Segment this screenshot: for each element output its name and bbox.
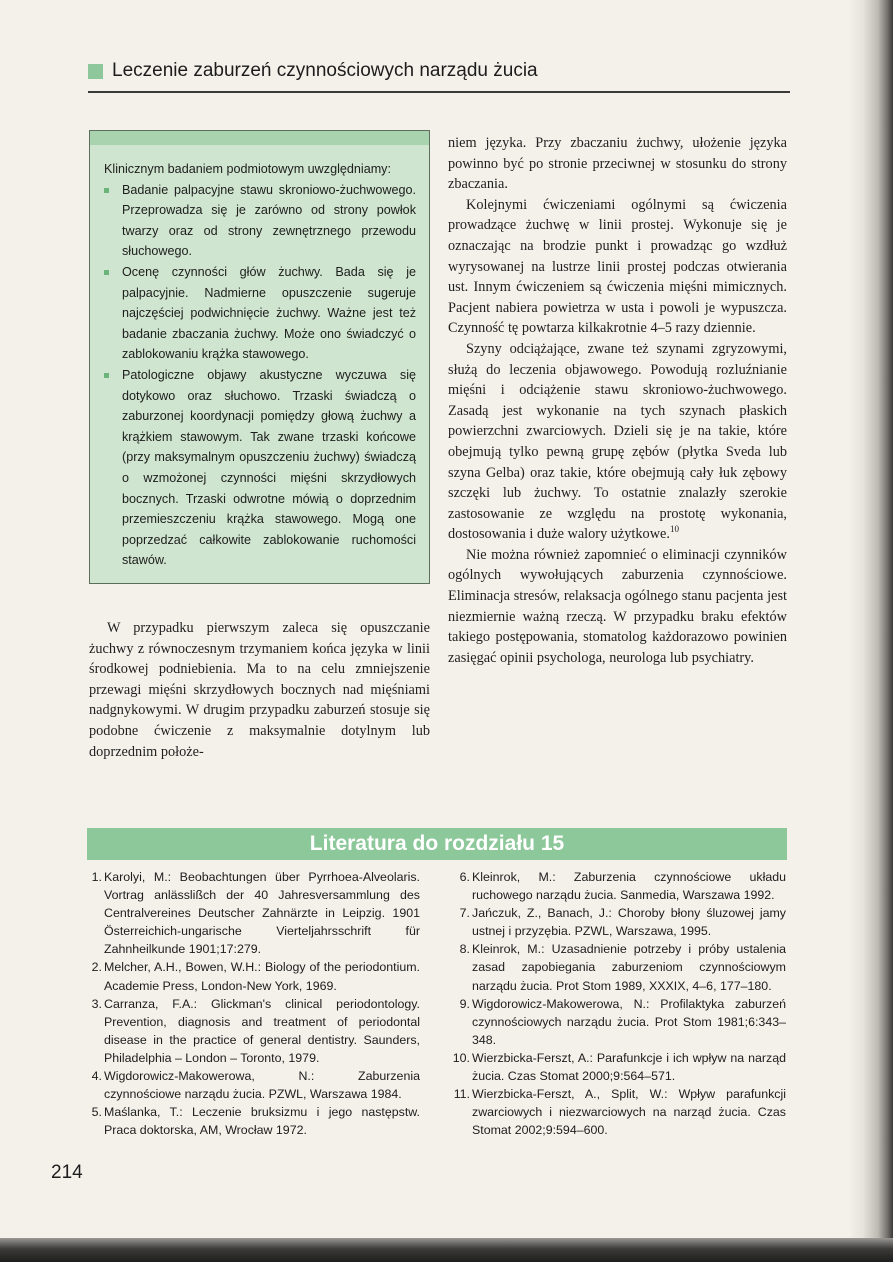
reference-item: 9. Wigdorowicz-Makowerowa, N.: Profilaktyka zaburzeń czynnościowych narządu żucia. Prot Stom 1981;6:343–348. (459, 996, 786, 1047)
reference-item: 1. Karolyi, M.: Beobachtungen über Pyrrhoea-Alveolaris. Vortrag anlässlißch der 40 Jahresversammlung des Centralvereines Deutscher Zahnärzte in Leipzig. 1901 Österreichich-ungarische Vierteljahrsschrift für Zahnheilkunde 1901;17:279. (91, 870, 420, 957)
body-paragraph: W przypadku pierwszym zaleca się opuszczanie żuchwy z równoczesnym trzymaniem końca języka w linii środkowej podniebienia. Ma to na celu zmniejszenie przewagi mięśni skrzydłowych bocznych nad mięśniami nadgnykowymi. W drugim przypadku zaburzeń stosuje się podobne ćwiczenie z maksymalnie dotylnym lub doprzednim położe- (89, 620, 430, 760)
bullet-square-icon (104, 188, 109, 193)
book-spine-shadow (850, 0, 893, 1262)
body-paragraph: Szyny odciążające, zwane też szynami zgryzowymi, służą do leczenia objawowego. Powodują rozluźnianie mięśni i odciążenie stawu skroniowo-żuchwowego. Zasadą jest wykonanie na tych szynach płaskich powierzchni zwarciowych. Dzieli się je na takie, które obejmują tylko pewną grupę zębów (płytka Sveda lub szyna Gelba) oraz takie, które obejmują cały łuk zębowy szczęki lub żuchwy. To ostatnie znalazły szerokie zastosowanie ze względu na prostotę wykonania, dostosowania i duże walory użytkowe.$^{10}$ (448, 340, 787, 543)
header-marker (88, 64, 103, 79)
box-item: Badanie palpacyjne stawu skroniowo-żuchwowego. Przeprowadza się je zarówno od strony powłok twarzy oraz od strony zewnętrznego przewodu słuchowego. (104, 180, 416, 262)
reference-item: 7. Jańczuk, Z., Banach, J.: Choroby błony śluzowej jamy ustnej i przyzębia. PZWL, Warszawa, 1995. (459, 906, 786, 939)
right-column-text (448, 133, 787, 668)
page-number: 214 (51, 1162, 83, 1183)
box-list (104, 180, 416, 571)
bullet-square-icon (104, 373, 109, 378)
bullet-square-icon (104, 270, 109, 275)
reference-item: 5. Maślanka, T.: Leczenie bruksizmu i jego następstw. Praca doktorska, AM, Wrocław 1972. (91, 1105, 420, 1138)
body-paragraph: Kolejnymi ćwiczeniami ogólnymi są ćwiczenia prowadzące żuchwę w linii prostej. Wykonuje się je oznaczając na brodzie punkt i prowadząc go wzdłuż wyrysowanej na lustrze linii prostej podczas otwierania ust. Innym ćwiczeniem są ćwiczenia mięśni mimicznych. Pacjent nabiera powietrza w usta i powoli je wypuszcza. Czynność tę powtarza kilkakrotnie 4–5 razy dziennie. (448, 196, 787, 337)
reference-item: 6. Kleinrok, M.: Zaburzenia czynnościowe układu ruchowego narządu żucia. Sanmedia, Warszawa 1992. (459, 870, 786, 903)
box-item: Patologiczne objawy akustyczne wyczuwa się dotykowo oraz słuchowo. Trzaski świadczą o zaburzonej koordynacji pomiędzy głową żuchwy a krążkiem stawowym. Tak zwane trzaski końcowe (przy maksymalnym opuszczeniu żuchwy) świadczą o wzmożonej czynności mięśni skrzydłowych bocznych. Trzaski odwrotne mówią o doprzednim przemieszczeniu krążka stawowego. Mogą one poprzedzać całkowite zablokowanie ruchomości stawów. (104, 365, 416, 571)
scan-bottom-edge (0, 1238, 893, 1262)
reference-item: 8. Kleinrok, M.: Uzasadnienie potrzeby i próby ustalenia zasad zapobiegania zaburzeniom czynnościowym narządu żucia. Prot Stom 1989, XXXIX, 4–6, 177–180. (459, 942, 786, 993)
references-banner (87, 828, 787, 860)
header-rule (88, 91, 790, 93)
body-paragraph: Nie można również zapomnieć o eliminacji czynników ogólnych wywołujących zaburzenia czynnościowe. Eliminacja stresów, relaksacja ogólnego stanu pacjenta jest niezmiernie ważną rzeczą. W przypadku braku efektów takiego postępowania, stomatolog każdorazowo powinien zasięgać opinii psychologa, neurologa lub psychiatry. (448, 546, 787, 666)
running-header: Leczenie zaburzeń czynnościowych narządu żucia (112, 60, 538, 81)
clinical-exam-box (89, 130, 430, 584)
left-column-text (89, 618, 430, 762)
body-paragraph: niem języka. Przy zbaczaniu żuchwy, ułożenie języka powinno być po stronie przeciwnej w stosunku do strony zbaczania. (448, 135, 787, 193)
box-intro: Klinicznym badaniem podmiotowym uwzględniamy: (104, 162, 391, 176)
reference-item: 4. Wigdorowicz-Makowerowa, N.: Zaburzenia czynnościowe narządu żucia. PZWL, Warszawa 1984. (91, 1069, 420, 1102)
reference-item: 2. Melcher, A.H., Bowen, W.H.: Biology of the periodontium. Academie Press, London-New York, 1969. (91, 960, 420, 993)
reference-item: 11. Wierzbicka-Ferszt, A., Split, W.: Wpływ parafunkcji zwarciowych i niezwarciowych na narząd żucia. Czas Stomat 2002;9:594–600. (453, 1087, 786, 1138)
references-list-right (450, 868, 786, 1139)
reference-item: 10. Wierzbicka-Ferszt, A.: Parafunkcje i ich wpływ na narząd żucia. Czas Stomat 2000;9:564–571. (452, 1050, 786, 1084)
box-item: Ocenę czynności głów żuchwy. Bada się je palpacyjnie. Nadmierne opuszczenie sugeruje najczęściej podwichnięcie żuchwy. Ważne jest też badanie zbaczania żuchwy. Może ono świadczyć o zablokowaniu krążka stawowego. (104, 262, 416, 365)
references-list-left (86, 868, 420, 1139)
footnote-ref: 10 (669, 524, 679, 535)
references-title: Literatura do rozdziału 15 (309, 832, 565, 855)
reference-item: 3. Carranza, F.A.: Glickman's clinical periodontology. Prevention, diagnosis and treatment of periodontal disease in the practice of general dentistry. Saunders, Philadelphia – London – Toronto, 1979. (91, 996, 420, 1065)
